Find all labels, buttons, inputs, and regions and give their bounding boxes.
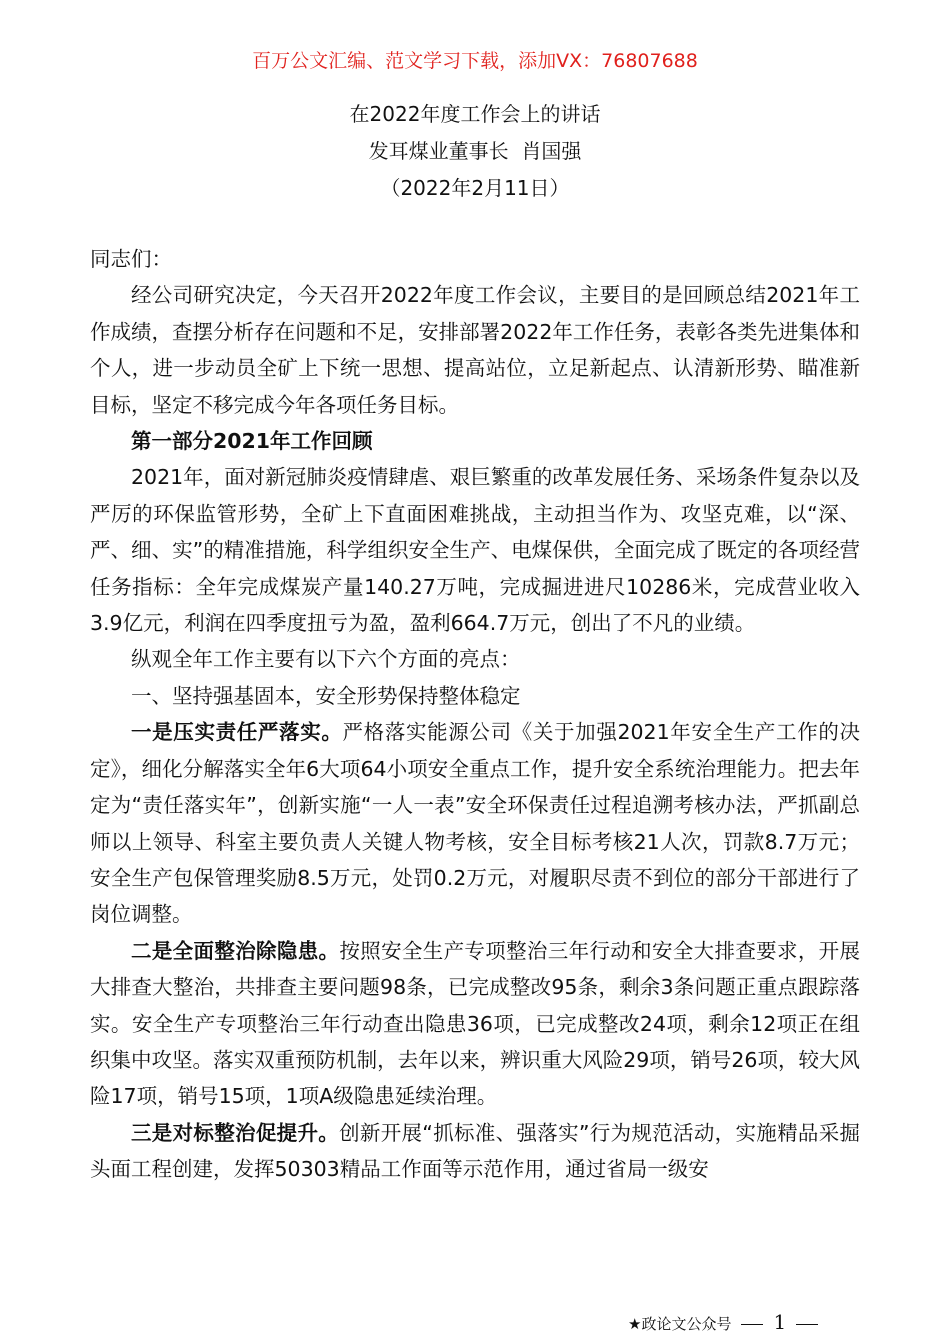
footer-source: ★政论文公众号 [628,1315,732,1333]
speech-date: （2022年2月11日） [380,176,570,200]
item3-paragraph [90,1115,860,1188]
salutation: 同志们： [90,247,172,271]
item2-lead: 二是全面整治除隐患。 [131,938,340,963]
title-block [0,96,950,207]
item1-paragraph [90,714,860,932]
part1-paragraph-1: 2021年，面对新冠肺炎疫情肆虐、艰巨繁重的改革发展任务、采场条件复杂以及严厉的环保监管形势，全矿上下直面困难挑战，主动担当作为、攻坚克难，以“深、严、细、实”的精准措施，科学组织安全生产、电煤保供，全面完成了既定的各项经营任务指标：全年完成煤炭产量140.27万吨，完成掘进进尺10286米，完成营业收入3.9亿元，利润在四季度扭亏为盈，盈利664.7万元，创出了不凡的业绩。 [90,465,860,636]
item2-text: 按照安全生产专项整治三年行动和安全大排查要求，开展大排查大整治，共排查主要问题98条，已完成整改95条，剩余3条问题正重点跟踪落实。安全生产专项整治三年行动查出隐患36项，已完成整改24项，剩余12项正在组织集中攻坚。落实双重预防机制，去年以来，辨识重大风险29项，销号26项，较大风险17项，销号15项，1项A级隐患延续治理。 [90,938,861,1109]
item1-lead: 一是压实责任严落实。 [131,720,343,745]
part1-heading: 第一部分2021年工作回顾 [131,429,373,454]
item2-paragraph [90,933,860,1115]
item3-lead: 三是对标整治促提升。 [131,1120,340,1145]
part1-paragraph-2: 纵观全年工作主要有以下六个方面的亮点： [131,647,521,672]
promo-banner: 百万公文汇编、范文学习下载，添加VX：76807688 [252,50,698,72]
section1-heading: 一、坚持强基固本，安全形势保持整体稳定 [131,683,521,708]
intro-paragraph: 经公司研究决定，今天召开2022年度工作会议，主要目的是回顾总结2021年工作成绩，查摆分析存在问题和不足，安排部署2022年工作任务，表彰各类先进集体和个人，进一步动员全矿上下统一思想、提高站位，立足新起点、认清新形势、瞄准新目标，坚定不移完成今年各项任务目标。 [90,283,860,417]
speech-body [90,241,860,1188]
page-number-dash-right [796,1324,818,1325]
page-number: 1 [773,1310,787,1334]
item1-text: 严格落实能源公司《关于加强2021年安全生产工作的决定》，细化分解落实全年6大项64小项安全重点工作，提升安全系统治理能力。把去年定为“责任落实年”，创新实施“一人一表”安全环保责任过程追溯考核办法，严抓副总师以上领导、科室主要负责人关键人物考核，安全目标考核21人次，罚款8.7万元；安全生产包保管理奖励8.5万元，处罚0.2万元，对履职尽责不到位的部分干部进行了岗位调整。 [90,720,861,927]
speech-title: 在2022年度工作会上的讲话 [349,102,601,126]
speaker-line: 发耳煤业董事长 肖国强 [368,139,582,163]
page-footer [628,1310,828,1334]
item3-text: 创新开展“抓标准、强落实”行为规范活动，实施精品采掘头面工程创建，发挥50303精品工作面等示范作用，通过省局一级安 [90,1120,860,1182]
page-number-dash-left [741,1324,763,1325]
